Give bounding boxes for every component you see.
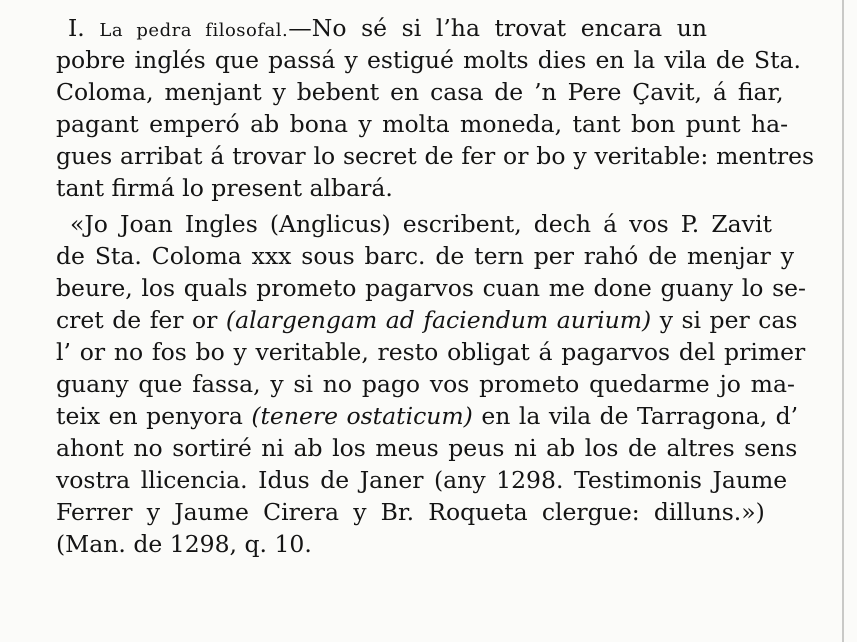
text-line-13 [56, 400, 818, 432]
page-edge-rule [842, 0, 844, 642]
intro-line: pagant emperó ab bona y molta moneda, tant bon punt ha- [56, 110, 789, 138]
text-line-7 [70, 208, 818, 240]
quote-line: guany que fassa, y si no pago vos prometo quedarme jo ma- [56, 370, 795, 398]
latin-phrase: (alargengam ad faciendum aurium) [225, 306, 652, 334]
text-line-12 [56, 368, 818, 400]
quote-line: ahont no sortiré ni ab los meus peus ni ab los de altres sens [56, 434, 798, 462]
text-line-9 [56, 272, 818, 304]
intro-line: tant firmá lo present albará. [56, 174, 393, 202]
text-line-16 [56, 496, 832, 528]
text-line-2 [56, 44, 818, 76]
quote-line: teix en penyora [56, 402, 243, 430]
text-line-4 [56, 108, 818, 140]
text-line-8 [56, 240, 818, 272]
quote-line: de Sta. Coloma xxx sous barc. de tern per rahó de menjar y [56, 242, 795, 270]
text-line-3 [56, 76, 818, 108]
text-line-14 [56, 432, 818, 464]
latin-phrase: (tenere ostaticum) [251, 402, 473, 430]
quote-line: «Jo Joan Ingles (Anglicus) escribent, dech á vos P. Zavit [70, 210, 772, 238]
quote-line: vostra llicencia. Idus de Janer (any 1298. Testimonis Jaume [56, 466, 788, 494]
intro-line: —No sé si l’ha trovat encara un [288, 14, 708, 42]
quote-line: l’ or no fos bo y veritable, resto obligat á pagarvos del primer [56, 338, 806, 366]
text-line-1 [68, 12, 814, 44]
text-line-6 [56, 172, 506, 204]
citation: (Man. de 1298, q. 10. [56, 530, 312, 558]
quote-line: en la vila de Tarragona, d’ [481, 402, 799, 430]
article-title: La pedra filosofal. [99, 20, 289, 41]
quote-line: y si per cas [659, 306, 798, 334]
text-line-15 [56, 464, 818, 496]
intro-line: gues arribat á trovar lo secret de fer or bo y veritable: mentres [56, 142, 815, 170]
quote-line: cret de fer or [56, 306, 218, 334]
text-line-17 [56, 528, 356, 560]
article-number: I. [68, 14, 85, 42]
quote-line: Ferrer y Jaume Cirera y Br. Roqueta clergue: dilluns.») [56, 498, 765, 526]
intro-line: pobre inglés que passá y estigué molts dies en la vila de Sta. [56, 46, 801, 74]
text-line-11 [56, 336, 818, 368]
text-line-10 [56, 304, 818, 336]
quote-line: beure, los quals prometo pagarvos cuan me done guany lo se- [56, 274, 806, 302]
intro-line: Coloma, menjant y bebent en casa de ’n Pere Çavit, á fiar, [56, 78, 784, 106]
text-line-5 [56, 140, 818, 172]
